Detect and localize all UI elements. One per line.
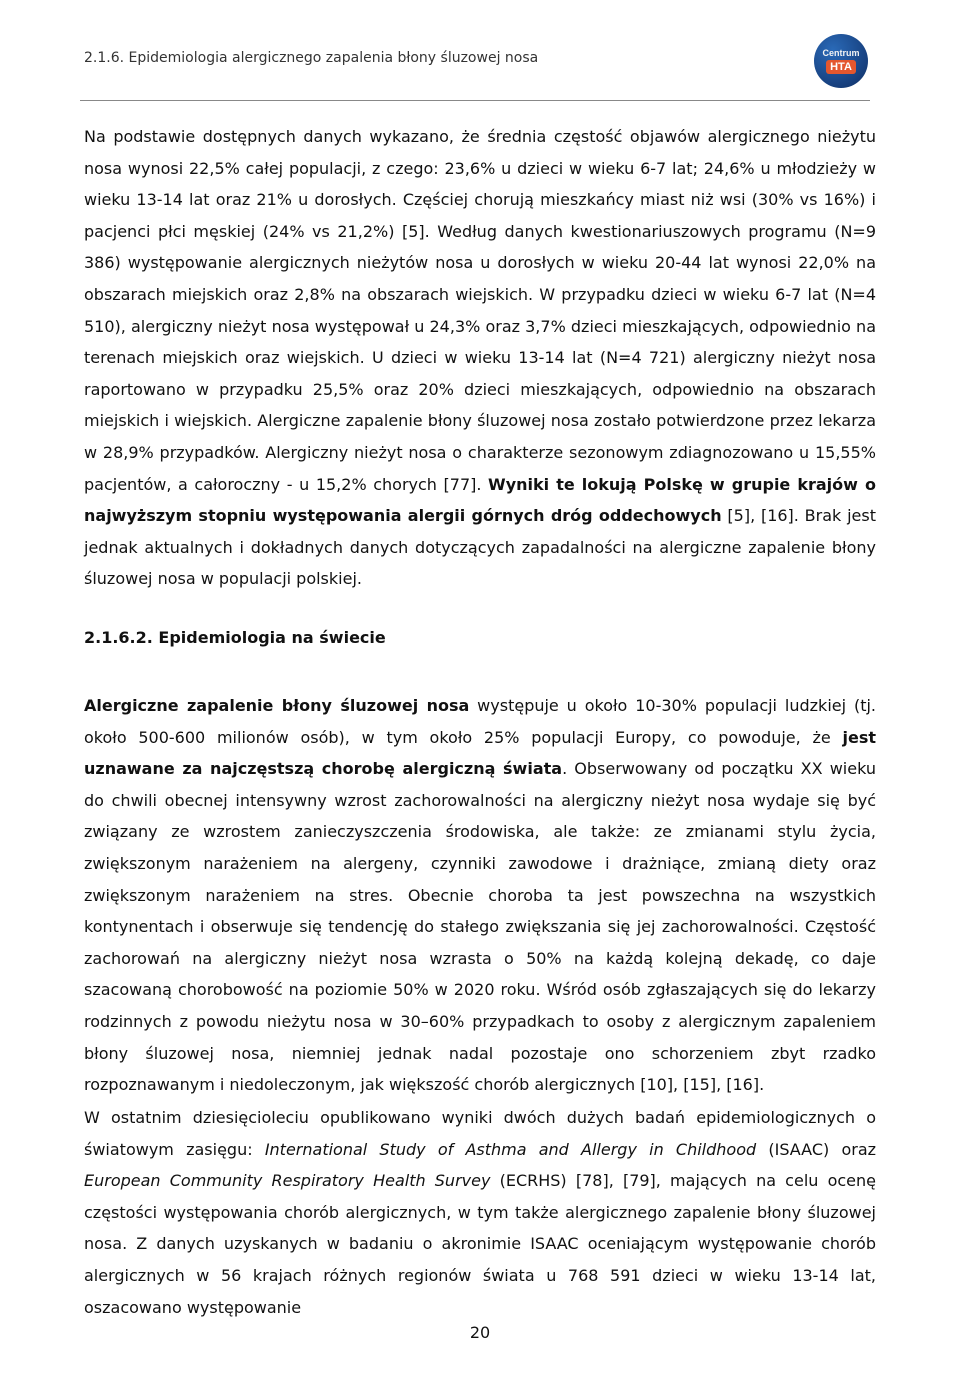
centrum-hta-logo — [814, 34, 868, 88]
paragraph-3 — [84, 1102, 876, 1323]
paragraph-2-bold-a: Alergiczne zapalenie błony śluzowej nosa — [84, 696, 470, 715]
logo-text-bottom: HTA — [826, 60, 856, 74]
running-header: 2.1.6. Epidemiologia alergicznego zapalenia błony śluzowej nosa — [84, 50, 539, 66]
paragraph-3-text-c: (ECRHS) [78], [79], mających na celu ocenę częstości występowania chorób alergicznych, w tym także alergicznego zapalenie błony śluzowej nosa. Z danych uzyskanych w badaniu o akronimie ISAAC oceniającym występowanie chorób alergicznych w 56 krajach różnych regionów świata u 768 591 dzieci w wieku 13-14 lat, oszacowano występowanie — [84, 1171, 876, 1317]
paragraph-3-text-a: W ostatnim dziesięcioleciu opublikowano wyniki dwóch dużych badań epidemiologicznych o światowym zasięgu: — [84, 1108, 876, 1159]
section-heading: 2.1.6.2. Epidemiologia na świecie — [84, 628, 386, 647]
paragraph-1-text-b: [5], [16]. Brak jest jednak aktualnych i dokładnych danych dotyczących zapadalności na alergiczne zapalenie błony śluzowej nosa w populacji polskiej. — [84, 506, 876, 589]
paragraph-3-italic-b: European Community Respiratory Health Survey — [84, 1171, 491, 1191]
paragraph-3-italic-a: International Study of Asthma and Allergy in Childhood — [264, 1139, 757, 1159]
paragraph-2 — [84, 690, 876, 1101]
logo-text-top: Centrum — [822, 48, 860, 58]
page-number: 20 — [469, 1323, 491, 1342]
paragraph-1-text-a: Na podstawie dostępnych danych wykazano, że średnia częstość objawów alergicznego nieżytu nosa wynosi 22,5% całej populacji, z czego: 23,6% u dzieci w wieku 6-7 lat; 24,6% u młodzieży w wieku 13-14 lat oraz 21% u dorosłych. Częściej chorują mieszkańcy miast niż wsi (30% vs 16%) i pacjenci płci męskiej (24% vs 21,2%) [5]. Według danych kwestionariuszowych programu (N=9 386) występowanie alergicznych nieżytów nosa u dorosłych w wieku 20-44 lat wynosi 22,0% na obszarach miejskich oraz 2,8% na obszarach wiejskich. W przypadku dzieci w wieku 6-7 lat (N=4 510), alergiczny nieżyt nosa występował u 24,3% oraz 3,7% dzieci mieszkających, odpowiednio na terenach miejskich oraz wiejskich. U dzieci w wieku 13-14 lat (N=4 721) alergiczny nieżyt nosa raportowano w przypadku 25,5% oraz 20% dzieci mieszkających, odpowiednio na obszarach miejskich i wiejskich. Alergiczne zapalenie błony śluzowej nosa zostało potwierdzone przez lekarza w 28,9% przypadków. Alergiczny nieżyt nosa o charakterze sezonowym zdiagnozowano u 15,55% pacjentów, a całoroczny - u 15,2% chorych [77]. — [84, 127, 876, 494]
paragraph-1-bold: Wyniki te lokują Polskę w grupie krajów o najwyższym stopniu występowania alergii górnych dróg oddechowych — [84, 474, 876, 526]
paragraph-2-bold-b: jest uznawane za najczęstszą chorobę alergiczną świata — [84, 727, 876, 779]
paragraph-2-text-b: . Obserwowany od początku XX wieku do chwili obecnej intensywny wzrost zachorowalności na alergiczny nieżyt nosa wydaje się być związany ze wzrostem zanieczyszczenia środowiska, ale także: ze zmianami stylu życia, zwiększonym narażeniem na alergeny, czynniki zawodowe i drażniące, zmianą diety oraz zwiększonym narażeniem na stres. Obecnie choroba ta jest powszechna na wszystkich kontynentach i obserwuje się tendencję do stałego zwiększania się jej zachorowalności. Częstość zachorowań na alergiczny nieżyt nosa wzrasta o 50% na każdą kolejną dekadę, co daje szacowaną chorobowość na poziomie 50% w 2020 roku. Wśród osób zgłaszających się do lekarzy rodzinnych z powodu nieżytu nosa w 30–60% przypadkach to osoby z alergicznym zapaleniem błony śluzowej nosa, niemniej jednak nadal pozostaje ono schorzeniem zbyt rzadko rozpoznawanym i niedoleczonym, jak większość chorób alergicznych [10], [15], [16]. — [84, 759, 877, 1095]
paragraph-2-text-a: występuje u około 10-30% populacji ludzkiej (tj. około 500-600 milionów osób), w tym około 25% populacji Europy, co powoduje, że — [84, 696, 876, 747]
header-divider — [80, 100, 870, 101]
paragraph-1 — [84, 121, 876, 595]
paragraph-3-text-b: (ISAAC) oraz — [756, 1139, 877, 1159]
